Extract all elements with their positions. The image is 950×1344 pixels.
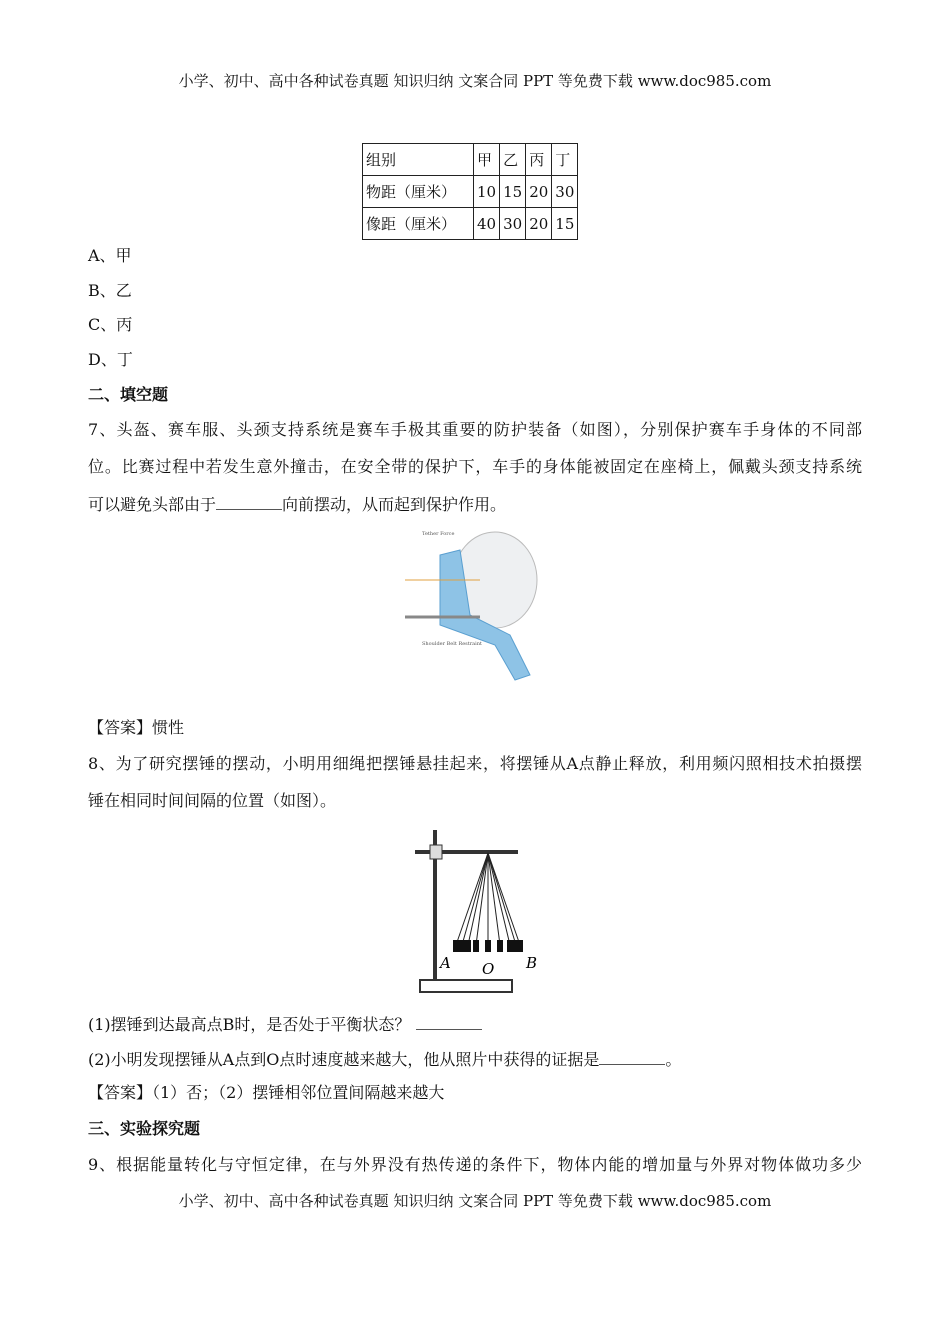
table-cell: 30 xyxy=(552,176,578,208)
table-cell: 15 xyxy=(552,208,578,240)
question-text: 锤在相同时间间隔的位置（如图）。 xyxy=(88,791,337,810)
answer-blank xyxy=(216,495,282,510)
figure-label: Tether Force xyxy=(422,531,455,537)
option-a: A、甲 xyxy=(88,246,132,265)
pendulum-bob xyxy=(473,940,479,952)
data-table xyxy=(362,143,578,240)
table-cell: 乙 xyxy=(500,144,526,176)
question-text xyxy=(88,495,506,515)
pendulum-string xyxy=(488,853,500,945)
question-text: 位。比赛过程中若发生意外撞击，在安全带的保护下，车手的身体能被固定在座椅上，佩戴头颈支持系统 xyxy=(88,457,862,476)
pendulum-bob xyxy=(485,940,491,952)
table-cell: 30 xyxy=(500,208,526,240)
table-cell: 10 xyxy=(474,176,500,208)
table-row xyxy=(363,176,578,208)
pendulum-bob xyxy=(459,940,465,952)
text: 向前摆动，从而起到保护作用。 xyxy=(282,495,507,514)
pendulum-bob xyxy=(465,940,471,952)
table-cell: 20 xyxy=(526,208,552,240)
answer-blank xyxy=(416,1015,482,1030)
page-header: 小学、初中、高中各种试卷真题 知识归纳 文案合同 PPT 等免费下载 www.doc985.com xyxy=(178,72,772,90)
table-cell: 20 xyxy=(526,176,552,208)
table-cell: 物距（厘米） xyxy=(363,176,474,208)
table-row xyxy=(363,144,578,176)
text: 可以避免头部由于 xyxy=(88,495,217,514)
figure-label: Shoulder Belt Restraint xyxy=(422,641,482,647)
question-text: 8、为了研究摆锤的摆动，小明用细绳把摆锤悬挂起来，将摆锤从A点静止释放，利用频闪照相技术拍摄摆 xyxy=(88,754,862,773)
answer: 【答案】惯性 xyxy=(88,718,185,737)
pendulum-string xyxy=(488,853,510,945)
point-o-label: O xyxy=(482,960,495,978)
pendulum-bob xyxy=(507,940,513,952)
pendulum-bob xyxy=(497,940,503,952)
table-cell: 丙 xyxy=(526,144,552,176)
page-footer: 小学、初中、高中各种试卷真题 知识归纳 文案合同 PPT 等免费下载 www.doc985.com xyxy=(178,1192,772,1210)
table-cell: 组别 xyxy=(363,144,474,176)
option-d: D、丁 xyxy=(88,350,133,369)
answer-blank xyxy=(599,1050,665,1065)
option-c: C、丙 xyxy=(88,315,133,334)
pendulum-string xyxy=(462,853,488,945)
pendulum-string xyxy=(456,853,488,945)
pendulum-figure xyxy=(400,820,560,1000)
point-b-label: B xyxy=(526,954,538,972)
answer: 【答案】（1）否；（2）摆锤相邻位置间隔越来越大 xyxy=(88,1083,445,1102)
question-text: 7、头盔、赛车服、头颈支持系统是赛车手极其重要的防护装备（如图），分别保护赛车手身体的不同部 xyxy=(88,420,862,439)
point-a-label: A xyxy=(440,954,451,972)
text: (2)小明发现摆锤从A点到O点时速度越来越大，他从照片中获得的证据是 xyxy=(88,1050,600,1069)
table-cell: 丁 xyxy=(552,144,578,176)
table-cell: 甲 xyxy=(474,144,500,176)
sub-question-1 xyxy=(88,1015,482,1035)
pendulum-string xyxy=(488,853,520,945)
pendulum-string xyxy=(488,853,516,945)
text: (1)摆锤到达最高点B时，是否处于平衡状态？ xyxy=(88,1015,411,1034)
table-row xyxy=(363,208,578,240)
hans-device-figure xyxy=(400,525,540,685)
question-text: 9、根据能量转化与守恒定律，在与外界没有热传递的条件下，物体内能的增加量与外界对物体做功多少 xyxy=(88,1155,862,1174)
table-cell: 像距（厘米） xyxy=(363,208,474,240)
pendulum-bob xyxy=(453,940,459,952)
table-cell: 40 xyxy=(474,208,500,240)
text: 。 xyxy=(665,1050,682,1069)
section-title: 三、实验探究题 xyxy=(88,1119,201,1138)
pendulum-bob xyxy=(517,940,523,952)
option-b: B、乙 xyxy=(88,281,132,300)
section-title: 二、填空题 xyxy=(88,385,169,404)
table-cell: 15 xyxy=(500,176,526,208)
sub-question-2 xyxy=(88,1050,681,1070)
